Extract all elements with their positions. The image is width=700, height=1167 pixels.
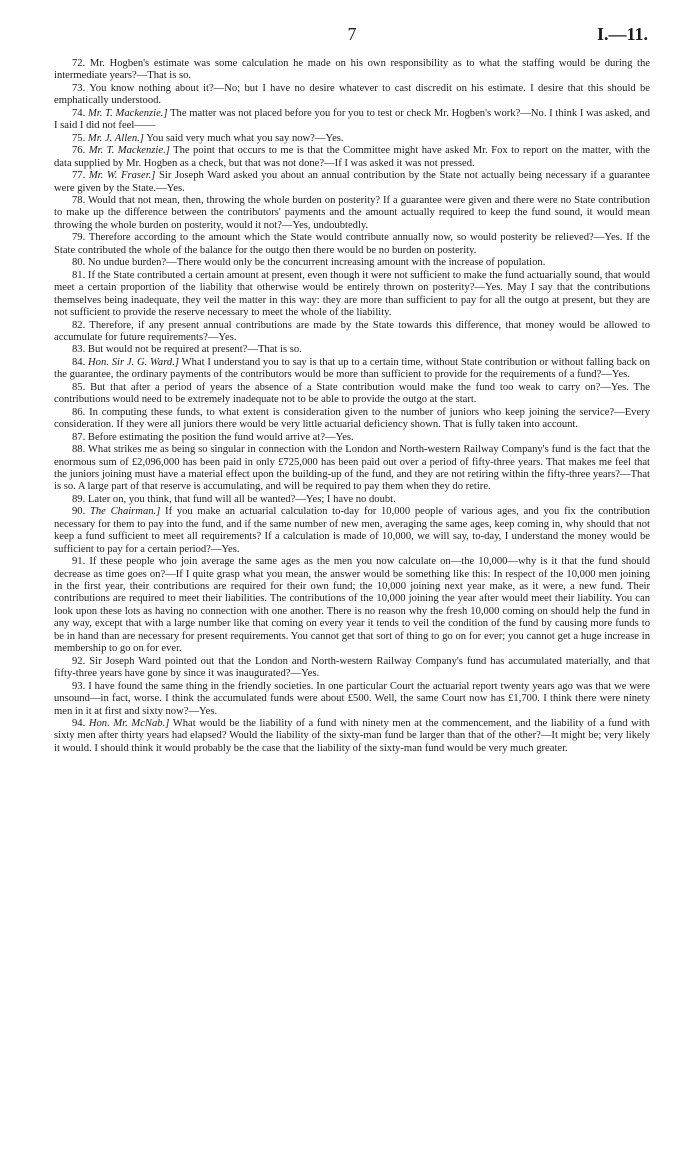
speaker-name: Hon. Mr. McNab.] (88, 718, 170, 730)
paragraph-text: Mr. Hogben's estimate was some calculation he made on his own responsibility as to what the staffing would be during the intermediate years?—That is so. (54, 58, 651, 82)
speaker-name: Hon. Sir J. G. Ward.] (88, 356, 180, 368)
paragraph-92 (54, 656, 650, 681)
page-number: 7 (347, 24, 357, 44)
paragraph-text: No undue burden?—There would only be the concurrent increasing amount with the increase of population. (87, 257, 546, 269)
paragraph-text: Sir Joseph Ward pointed out that the London and North-western Railway Company's fund has accumulated materially, and that fifty-three years have gone by since it was inaugurated?—Yes. (54, 655, 650, 680)
speaker-name: Mr. T. Mackenzie.] (88, 145, 170, 157)
paragraph-77 (54, 170, 650, 195)
paragraph-89 (54, 494, 650, 506)
paragraph-text: In computing these funds, to what extent is consideration given to the number of juniors who keep joining the service?—Every consideration. If they were all juniors there would be very little actuarial deficiency shown. That is fully taken into account. (54, 406, 650, 431)
question-number: 94. (72, 718, 86, 730)
question-number: 88. (72, 444, 86, 456)
page-reference: I.—11. (596, 24, 648, 44)
paragraph-text: Sir Joseph Ward asked you about an annual contribution by the State not actually being necessary if a guarantee were given by the State.—Yes. (54, 170, 650, 194)
question-number: 78. (72, 194, 86, 206)
paragraph-82 (54, 320, 650, 345)
paragraph-text: The point that occurs to me is that the Committee might have asked Mr. Fox to report on the matter, with the data supplied by Mr. Hogben as a check, but that was not done?—If I was asked it was not pressed. (54, 145, 650, 169)
paragraph-text: You know nothing about it?—No; but I have no desire whatever to cast discredit on his estimate. I desire that this should be emphatically understood. (54, 82, 650, 107)
paragraph-72 (54, 58, 650, 83)
paragraph-86 (54, 407, 650, 432)
paragraph-text: The matter was not placed before you for you to test or check Mr. Hogben's work?—No. I think I was asked, and I said I did not feel—— (54, 107, 650, 132)
question-number: 77. (72, 170, 86, 182)
paragraph-79 (54, 232, 650, 257)
paragraph-83 (54, 344, 650, 356)
paragraph-text: If the State contributed a certain amount at present, even though it were not sufficient to make the fund actuarially sound, that would meet a certain proportion of the liability that otherwise would be entirely thrown on posterity?—Yes. May I say that the contributions themselves being inadequate, they veil the matter in this way: they are more than sufficient to pay for all the outgo at present, but they are not sufficient to provide the reserve necessary to meet the whole of the liability. (54, 269, 650, 319)
paragraph-text: What I understand you to say is that up to a certain time, without State contribution or without falling back on the guarantee, the ordinary payments of the contributors would be more than sufficient to provide for the requirements of a fund?—Yes. (54, 356, 650, 381)
question-number: 86. (72, 406, 86, 418)
paragraph-text: Therefore according to the amount which the State would contribute annually now, so would posterity be relieved?—Yes. If the State contributed the whole of the balance for the outgo then there would be no burden on posterity. (54, 232, 650, 256)
question-number: 80. (72, 257, 86, 269)
page-header (54, 0, 650, 58)
question-number: 85. (72, 381, 86, 393)
paragraph-text: But would not be required at present?—That is so. (87, 344, 302, 356)
paragraph-84 (54, 357, 650, 382)
question-number: 73. (72, 82, 86, 94)
speaker-name: Mr. T. Mackenzie.] (87, 107, 168, 119)
paragraph-88 (54, 444, 650, 494)
paragraph-text: What would be the liability of a fund with ninety men at the commencement, and the liability of a fund with sixty men after thirty years had elapsed? Would the liability of the sixty-man fund be larger than that of the other?—It might be; very likely it would. I should think it would probably be the case that the liability of the sixty-man fund would be very much greater. (54, 718, 650, 754)
paragraph-90 (54, 506, 650, 556)
speaker-name: Mr. J. Allen.] (87, 132, 144, 144)
question-number: 76. (72, 145, 86, 157)
paragraph-text: If you make an actuarial calculation to-day for 10,000 people of various ages, and you fix the contribution necessary for them to pay into the fund, and if the same number of new men, averaging the same ages, keep coming in, why should that not keep a fund sufficient to meet all requirements? If a calculation is made of 10,000, we will say, to-day, I understand the money would be sufficient to pay for a certain period?—Yes. (54, 506, 650, 555)
question-number: 75. (72, 132, 86, 144)
question-number: 84. (72, 356, 86, 368)
paragraph-text: You said very much what you say now?—Yes. (146, 132, 344, 144)
paragraph-text: Later on, you think, that fund will all be wanted?—Yes; I have no doubt. (87, 493, 396, 505)
paragraph-text: Before estimating the position the fund would arrive at?—Yes. (87, 431, 354, 443)
question-number: 74. (72, 107, 86, 119)
question-number: 83. (72, 344, 86, 356)
question-number: 90. (72, 506, 86, 518)
paragraph-87 (54, 432, 650, 444)
paragraph-74 (54, 108, 650, 133)
paragraph-85 (54, 382, 650, 407)
speaker-name: The Chairman.] (89, 506, 161, 518)
question-number: 92. (72, 655, 86, 667)
paragraph-text: But that after a period of years the absence of a State contribution would make the fund too weak to carry on?—Yes. The contributions would need to be extremely inadequate not to be able to provide the outgo at the start. (54, 381, 650, 406)
paragraph-94 (54, 718, 650, 755)
paragraph-text: What strikes me as being so singular in connection with the London and North-western Railway Company's fund is the fact that the enormous sum of £2,096,000 has been paid in only £725,000 has been paid out over a period of fifty-three years. That makes me feel that the juniors joining must have a material effect upon the building-up of the fund, and they are not retiring within the fifty-three years?—That is so. A large part of that reserve is accumulating, and will be required to pay them when they do retire. (54, 444, 650, 493)
paragraph-81 (54, 270, 650, 320)
paragraph-text: Therefore, if any present annual contributions are made by the State towards this difference, that money would be allowed to accumulate for future requirements?—Yes. (54, 319, 650, 343)
paragraph-91 (54, 556, 650, 656)
question-number: 91. (72, 556, 86, 568)
paragraph-93 (54, 681, 650, 718)
question-number: 89. (72, 493, 86, 505)
paragraph-text: If these people who join average the same ages as the men you now calculate on—the 10,000—why is it that the fund should decrease as time goes on?—If I quite grasp what you mean, the answer would be something like this: In respect of the 10,000 men joining in the first year, their contributions are required for their own fund; the 10,000 joining next year make, as it were, a new fund. Their contributions are required to meet their liabilities. The contributions of the 10,000 joining the year after would meet their liability. You can look upon these lots as having no connection with one another. There is no reason why the fresh 10,000 coming on should help the fund in any way, except that with a large number like that coming on every year it tends to veil the condition of the fund by causing more funds to be in hand than are necessary for present requirements. You cannot get that sort of thing to go on for ever; you cannot get a huge increase in membership to go on for ever. (54, 556, 651, 655)
body-text (54, 58, 650, 755)
question-number: 87. (72, 431, 86, 443)
paragraph-76 (54, 145, 650, 170)
paragraph-80 (54, 257, 650, 269)
speaker-name: Mr. W. Fraser.] (88, 170, 156, 182)
question-number: 82. (72, 319, 86, 331)
paragraph-text: I have found the same thing in the friendly societies. In one particular Court the actuarial report twenty years ago was that we were unsound—in fact, worse. I think the accumulated funds were about £500. Well, the same Court now has £1,700. I think there were ninety men in it at first and sixty now?—Yes. (54, 680, 650, 717)
paragraph-text: Would that not mean, then, throwing the whole burden on posterity? If a guarantee were given and there were no State contribution to make up the difference between the contributors' payments and the amount actually required to keep the fund sound, it would mean throwing the whole burden on posterity, would it not?—Yes, undoubtedly. (54, 194, 650, 231)
paragraph-75 (54, 133, 650, 145)
question-number: 81. (72, 269, 86, 281)
question-number: 79. (72, 232, 86, 244)
question-number: 93. (72, 680, 86, 692)
question-number: 72. (72, 58, 86, 69)
paragraph-73 (54, 83, 650, 108)
paragraph-78 (54, 195, 650, 232)
